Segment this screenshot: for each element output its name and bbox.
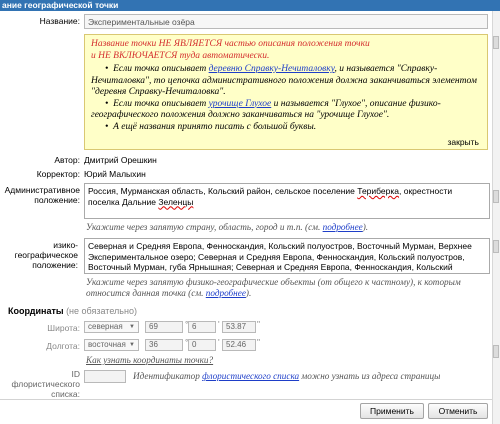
latitude-degrees-input[interactable]: 69 bbox=[145, 321, 183, 333]
coords-help-link[interactable]: Как узнать координаты точки? bbox=[86, 355, 214, 365]
apply-button[interactable]: Применить bbox=[360, 403, 424, 419]
physgeo-textarea[interactable]: Северная и Средняя Европа, Фенноскандия, Кольский полуостров, Восточный Мурман, Верхнее Экспериментальное озеро; Северная и Средняя Европа, Фенноскандия, Кольский полуостров, Восточный Мурман, губа Ярнышная; Северная и Средняя Европа, Фенноскандия, Кольский bbox=[84, 238, 490, 274]
physgeo-hint: Укажите через запятую физико-географические объекты (от общего к частному), к которым относится данная точка (см. подробнее). bbox=[86, 277, 461, 298]
edge-handle[interactable] bbox=[493, 240, 499, 253]
edge-handle[interactable] bbox=[493, 36, 499, 49]
longitude-label: Долгота: bbox=[46, 341, 80, 351]
name-label: Название: bbox=[39, 16, 80, 26]
notice-line-2: и НЕ ВКЛЮЧАЕТСЯ туда автоматически. bbox=[91, 50, 270, 61]
titlebar-right bbox=[488, 0, 500, 11]
floristic-hint: Идентификатор флористического списка можно узнать из адреса страницы bbox=[133, 371, 441, 381]
notice-bullet-1: • Если точка описывает деревню Справку-Нечиталовку, и называется "Справку-Нечиталовка", то цепочка административного положения должна заканчиваться элементом "деревня Справку-Нечиталовка". bbox=[91, 64, 477, 97]
admin-more-link[interactable]: подробнее bbox=[322, 222, 363, 232]
notice-line-1: Название точки НЕ ЯВЛЯЕТСЯ частью описания положения точки bbox=[91, 39, 370, 49]
tract-link[interactable]: урочище Глухое bbox=[208, 98, 272, 109]
latitude-minutes-input[interactable]: 6 bbox=[188, 321, 216, 333]
longitude-minutes-input[interactable]: 0 bbox=[188, 339, 216, 351]
minute-mark: ' bbox=[218, 337, 220, 347]
notice-bullet-3: • А ещё названия принято писать с большой буквы. bbox=[105, 121, 317, 132]
admin-textarea[interactable]: Россия, Мурманская область, Кольский район, сельское поселение Териберка, окрестности поселка Дальние Зеленцы bbox=[84, 183, 490, 219]
second-mark: " bbox=[257, 319, 261, 329]
notice-close-link[interactable]: закрыть bbox=[447, 137, 479, 147]
chevron-down-icon: ▼ bbox=[129, 324, 135, 330]
notice-bullet-2: • Если точка описывает урочище Глухое и называется "Глухое", описание физико-географического положения должно заканчиваться на "урочище Глухое". bbox=[91, 98, 441, 120]
chevron-down-icon: ▼ bbox=[129, 342, 135, 348]
latitude-hemisphere-select[interactable]: северная ▼ bbox=[84, 321, 139, 333]
admin-hint: Укажите через запятую страну, область, город и т.п. (см. подробнее). bbox=[86, 222, 369, 232]
edge-handle[interactable] bbox=[493, 190, 499, 203]
longitude-degrees-input[interactable]: 36 bbox=[145, 339, 183, 351]
floristic-label: ID флористического списка: bbox=[11, 369, 80, 399]
name-input[interactable]: Экспериментальные озёра bbox=[84, 14, 488, 29]
latitude-label: Широта: bbox=[47, 323, 80, 333]
village-link[interactable]: деревню Справку-Нечиталовку bbox=[208, 64, 335, 74]
minute-mark: ' bbox=[218, 319, 220, 329]
name-notice bbox=[84, 34, 488, 150]
physgeo-more-link[interactable]: подробнее bbox=[205, 288, 246, 298]
author-label: Автор: bbox=[54, 155, 80, 165]
admin-label: Административное положение: bbox=[4, 185, 80, 205]
latitude-seconds-input[interactable]: 53.87 bbox=[222, 321, 256, 333]
corrector-value: Юрий Малыхин bbox=[84, 169, 146, 179]
footer-divider bbox=[0, 399, 492, 400]
coords-heading: Координаты (не обязательно) bbox=[8, 306, 137, 316]
longitude-seconds-input[interactable]: 52.46 bbox=[222, 339, 256, 351]
edge-handle[interactable] bbox=[493, 345, 499, 358]
cancel-button[interactable]: Отменить bbox=[428, 403, 488, 419]
physgeo-label: изико-географическое положение: bbox=[14, 240, 78, 270]
author-value: Дмитрий Орешкин bbox=[84, 155, 157, 165]
floristic-id-input[interactable] bbox=[84, 370, 126, 383]
degree-mark: ° bbox=[185, 319, 189, 329]
second-mark: " bbox=[257, 337, 261, 347]
window-title: ание географической точки bbox=[0, 0, 492, 11]
floristic-list-link[interactable]: флористического списка bbox=[202, 371, 300, 381]
longitude-hemisphere-select[interactable]: восточная ▼ bbox=[84, 339, 139, 351]
degree-mark: ° bbox=[185, 337, 189, 347]
corrector-label: Корректор: bbox=[36, 169, 80, 179]
right-edge-panel bbox=[492, 11, 500, 424]
